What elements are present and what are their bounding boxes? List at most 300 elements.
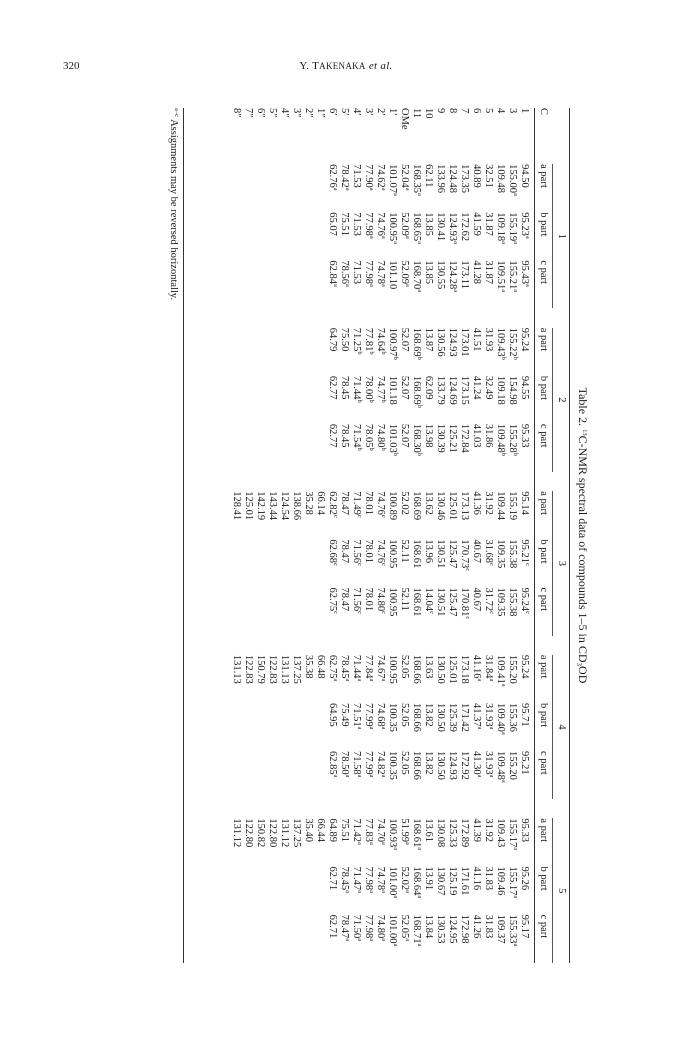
shift-value: 71.53 (351, 260, 362, 284)
group-gap (338, 636, 350, 655)
shift-value: 77.99$^a$ (363, 751, 375, 778)
shift-value (302, 539, 314, 587)
shift-value (266, 424, 278, 472)
shift-value: 71.51$^a$ (351, 702, 363, 730)
shift-value: 62.82$^c$ (327, 491, 339, 518)
running-head (0, 60, 692, 72)
shift-value: 32.49 (483, 375, 494, 400)
subcol-header: b part (538, 702, 549, 728)
shift-value (254, 587, 266, 635)
carbon-label: 4 (495, 108, 506, 114)
group-gap (482, 472, 494, 491)
shift-value (242, 424, 254, 472)
shift-value (314, 703, 326, 751)
group-gap (506, 636, 518, 655)
shift-value: 77.81$^b$ (363, 327, 375, 355)
shift-value (242, 164, 254, 212)
group-header-row (553, 108, 570, 963)
group-gap (422, 636, 434, 655)
table-row (470, 108, 482, 963)
group-gap (314, 799, 326, 818)
shift-value (254, 212, 266, 260)
shift-value (290, 212, 302, 260)
footnote-text: Assignments may be reversed horizontally. (168, 119, 179, 301)
shift-value: 95.24 (519, 327, 530, 352)
group-gap (482, 308, 494, 327)
subcol-header: b part (538, 375, 549, 401)
shift-value: 95.14 (519, 491, 530, 515)
group-gap (535, 472, 553, 491)
shift-value (242, 867, 254, 915)
shift-value: 75.51 (339, 212, 350, 236)
shift-value (314, 751, 326, 799)
shift-value: 41.39 (471, 818, 482, 843)
shift-value: 173.13 (459, 491, 470, 521)
group-gap (242, 636, 254, 655)
shift-value: 130.50 (435, 654, 446, 684)
group-gap (434, 636, 446, 655)
subcol-header: b part (538, 212, 549, 237)
subcol-header: a part (538, 164, 549, 188)
shift-value: 109.37 (495, 914, 506, 944)
group-gap (386, 472, 398, 491)
shift-value: 173.35 (459, 164, 470, 194)
shift-value: 75.51 (339, 818, 350, 843)
group-gap (410, 472, 422, 491)
shift-value: 62.77 (327, 423, 338, 448)
shift-value: 173.01 (459, 327, 470, 357)
shift-value: 35.40 (303, 818, 314, 843)
shift-value: 137.25 (291, 654, 302, 684)
shift-value: 31.87 (483, 260, 494, 284)
shift-value: 62.76$^a$ (327, 164, 339, 191)
shift-value: 71.44$^a$ (351, 654, 363, 682)
caption-sup: 13 (581, 429, 588, 436)
shift-value: 62.68$^c$ (327, 539, 339, 566)
shift-value: 71.56$^c$ (351, 539, 363, 566)
subcol-header: c part (538, 751, 549, 775)
group-gap (434, 472, 446, 491)
shift-value (314, 212, 326, 260)
shift-value: 31.93$^a$ (483, 751, 495, 778)
shift-value: 64.79 (327, 327, 338, 352)
shift-value (242, 703, 254, 751)
shift-value: 13.96 (423, 539, 434, 563)
shift-value: 78.05$^b$ (363, 423, 375, 451)
page-number: 320 (63, 60, 80, 72)
carbon-label: 8″ (231, 108, 242, 118)
group-gap (470, 472, 482, 491)
group-gap (458, 636, 470, 655)
shift-value: 168.30$^b$ (411, 423, 423, 457)
shift-value: 131.13 (231, 654, 242, 684)
shift-value: 78.45$^a$ (339, 866, 351, 894)
subcol-header: c part (538, 423, 549, 448)
group-gap (494, 308, 506, 327)
shift-value: 74.68$^a$ (375, 702, 387, 730)
group-gap (350, 636, 362, 655)
running-head-author-caps: AKENAKA (319, 61, 366, 71)
shift-value (254, 164, 266, 212)
shift-value: 31.83 (483, 914, 494, 939)
shift-value: 109.41$^a$ (495, 654, 507, 687)
carbon-label: 7 (459, 108, 470, 114)
shift-value: 74.78$^a$ (375, 866, 387, 894)
shift-value: 52.07 (399, 375, 410, 400)
shift-value (278, 867, 290, 915)
shift-value: 41.37$^a$ (471, 702, 483, 730)
group-gap (278, 799, 290, 818)
shift-value: 109.51$^a$ (495, 260, 507, 293)
shift-value (266, 539, 278, 587)
shift-value: 95.71 (519, 702, 530, 727)
shift-value: 95.24 (519, 654, 530, 679)
carbon-label: 3′ (363, 108, 374, 116)
shift-value: 71.44$^b$ (351, 375, 363, 403)
shift-value (314, 539, 326, 587)
shift-value: 124.48 (447, 164, 458, 194)
shift-value: 74.62$^a$ (375, 164, 387, 191)
shift-value: 168.70$^a$ (411, 260, 423, 293)
shift-value: 131.13 (279, 654, 290, 684)
shift-value: 171.61 (459, 866, 470, 896)
shift-value: 155.38 (507, 587, 518, 617)
shift-value (278, 260, 290, 308)
group-header: 3 (553, 491, 570, 635)
shift-value: 41.51 (471, 327, 482, 352)
shift-value (230, 915, 242, 963)
group-gap (386, 308, 398, 327)
shift-value (266, 587, 278, 635)
group-gap (374, 472, 386, 491)
shift-value: 172.98 (459, 914, 470, 944)
carbon-label: 11 (411, 108, 422, 119)
shift-value (314, 376, 326, 424)
shift-value: 125.39 (447, 702, 458, 732)
group-gap (254, 308, 266, 327)
shift-value: 128.41 (231, 491, 242, 521)
shift-value: 77.98$^a$ (363, 212, 375, 239)
shift-value (230, 164, 242, 212)
group-gap (350, 308, 362, 327)
rotated-table-block (160, 93, 596, 978)
shift-value: 125.01 (447, 491, 458, 521)
shift-value (314, 587, 326, 635)
shift-value: 109.48$^b$ (495, 423, 507, 457)
shift-value: 100.35 (387, 702, 398, 732)
shift-value: 65.07 (327, 212, 338, 236)
shift-value (242, 539, 254, 587)
shift-value: 41.36 (471, 491, 482, 515)
shift-value: 41.03 (471, 423, 482, 448)
group-gap (398, 636, 410, 655)
shift-value (266, 376, 278, 424)
group-gap (386, 799, 398, 818)
group-gap (446, 308, 458, 327)
shift-value: 124.95 (447, 914, 458, 944)
carbon-label: 6 (471, 108, 482, 114)
shift-value: 41.24 (471, 375, 482, 400)
group-gap (338, 308, 350, 327)
shift-value: 78.47 (339, 587, 350, 612)
shift-value: 40.89 (471, 164, 482, 188)
shift-value: 155.33$^a$ (507, 914, 519, 947)
table-row (326, 108, 338, 963)
shift-value: 130.56 (435, 327, 446, 357)
shift-value (314, 867, 326, 915)
caption-prefix: Table 2. (576, 387, 590, 430)
group-gap (535, 308, 553, 327)
table-row (350, 108, 362, 963)
group-gap (314, 636, 326, 655)
shift-value: 66.48 (315, 654, 326, 679)
shift-value: 78.47 (339, 491, 350, 515)
shift-value: 74.70$^a$ (375, 818, 387, 845)
group-gap (506, 472, 518, 491)
group-gap (242, 799, 254, 818)
subcol-header: a part (538, 818, 549, 843)
shift-value (230, 424, 242, 472)
shift-value: 122.80 (267, 818, 278, 848)
shift-value: 170.81$^c$ (459, 587, 471, 620)
group-gap (410, 308, 422, 327)
shift-value: 168.66 (411, 751, 422, 780)
group-gap (446, 636, 458, 655)
shift-value: 130.53 (435, 914, 446, 944)
shift-value: 52.05 (399, 751, 410, 775)
group-gap (458, 799, 470, 818)
shift-value: 74.80$^b$ (375, 423, 387, 451)
shift-value: 78.50$^a$ (339, 751, 351, 778)
shift-value (230, 376, 242, 424)
shift-value: 168.66 (411, 654, 422, 684)
shift-value (242, 376, 254, 424)
table-row (494, 108, 506, 963)
shift-value (278, 376, 290, 424)
shift-value: 74.76$^a$ (375, 212, 387, 239)
shift-value: 66.44 (315, 818, 326, 843)
group-gap (398, 472, 410, 491)
shift-value: 52.09$^a$ (399, 260, 411, 287)
shift-value: 41.16 (471, 866, 482, 891)
carbon-label: 8 (447, 108, 458, 114)
shift-value: 131.12 (231, 818, 242, 848)
shift-value: 138.66 (291, 491, 302, 521)
carbon-label: 2″ (303, 108, 314, 118)
group-gap (290, 799, 302, 818)
group-gap (254, 636, 266, 655)
group-gap (410, 636, 422, 655)
shift-value: 40.67 (471, 539, 482, 563)
group-gap (518, 799, 535, 818)
group-gap (518, 308, 535, 327)
carbon-label: 3 (507, 108, 518, 114)
shift-value (266, 915, 278, 963)
group-gap (350, 799, 362, 818)
shift-value: 77.98$^a$ (363, 914, 375, 942)
group-gap (446, 472, 458, 491)
shift-value (254, 260, 266, 308)
shift-value (266, 260, 278, 308)
carbon-label: 10 (423, 108, 434, 119)
shift-value: 52.05 (399, 654, 410, 679)
shift-value: 155.19 (507, 491, 518, 521)
shift-value (254, 328, 266, 376)
shift-value: 74.78$^a$ (375, 260, 387, 287)
shift-value: 124.93 (447, 327, 458, 357)
shift-value: 13.85 (423, 212, 434, 236)
corner-empty (553, 108, 570, 164)
shift-value: 31.93 (483, 327, 494, 352)
group-gap (518, 472, 535, 491)
shift-value: 74.67$^a$ (375, 654, 387, 682)
shift-value: 122.80 (243, 818, 254, 848)
shift-value: 168.65$^a$ (411, 212, 423, 245)
shift-value: 71.49$^c$ (351, 491, 363, 518)
running-head-et-al: et al. (368, 60, 393, 72)
shift-value: 130.67 (435, 866, 446, 896)
shift-value (242, 587, 254, 635)
table-row (518, 108, 535, 963)
group-gap (314, 472, 326, 491)
group-gap (290, 636, 302, 655)
shift-value: 94.50 (519, 164, 530, 188)
shift-value: 77.98$^a$ (363, 260, 375, 287)
shift-value: 155.38 (507, 539, 518, 569)
shift-value: 74.77$^b$ (375, 375, 387, 403)
shift-value: 124.93$^a$ (447, 212, 459, 245)
shift-value (302, 424, 314, 472)
shift-value: 41.28 (471, 260, 482, 284)
shift-value: 168.61$^a$ (411, 818, 423, 851)
shift-value: 168.61 (411, 539, 422, 569)
shift-value (290, 376, 302, 424)
shift-value: 109.46 (495, 866, 506, 896)
shift-value: 78.01 (363, 587, 374, 612)
shift-value: 74.82$^a$ (375, 751, 387, 778)
shift-value: 130.50 (435, 751, 446, 780)
shift-value: 155.22$^b$ (507, 327, 519, 360)
shift-value: 155.20 (507, 654, 518, 684)
carbon-label: 3″ (291, 108, 302, 118)
group-header: 4 (553, 655, 570, 799)
group-gap (494, 799, 506, 818)
shift-value: 14.04$^c$ (423, 587, 435, 614)
shift-value: 101.00$^a$ (387, 866, 399, 899)
shift-value (290, 915, 302, 963)
shift-value: 101.00$^a$ (387, 914, 399, 947)
shift-value (254, 867, 266, 915)
shift-value: 71.56$^c$ (351, 587, 363, 614)
shift-value (302, 164, 314, 212)
shift-value: 13.85 (423, 260, 434, 284)
table-row (386, 108, 398, 963)
table-row (482, 108, 494, 963)
shift-value (242, 915, 254, 963)
group-gap (482, 799, 494, 818)
shift-value: 155.00$^a$ (507, 164, 519, 196)
shift-value: 35.28 (303, 491, 314, 515)
shift-value: 75.50 (339, 327, 350, 352)
shift-value (254, 424, 266, 472)
carbon-label: 1 (519, 108, 530, 114)
shift-value: 62.09 (423, 375, 434, 400)
shift-value: 95.26 (519, 866, 530, 891)
shift-value: 173.15 (459, 375, 470, 405)
shift-value: 64.89 (327, 818, 338, 843)
shift-value (242, 260, 254, 308)
group-gap (398, 308, 410, 327)
shift-value (278, 915, 290, 963)
shift-value (302, 260, 314, 308)
shift-value: 13.82 (423, 751, 434, 775)
table-row (374, 108, 386, 963)
shift-value: 130.50 (435, 702, 446, 732)
shift-value: 31.93$^a$ (483, 702, 495, 730)
shift-value: 130.39 (435, 423, 446, 453)
shift-value: 155.17$^a$ (507, 818, 519, 851)
shift-value (314, 424, 326, 472)
shift-value: 155.19$^a$ (507, 212, 519, 245)
shift-value: 95.21$^c$ (519, 539, 531, 566)
shift-value (290, 164, 302, 212)
shift-value (278, 164, 290, 212)
group-gap (326, 636, 338, 655)
table-row (506, 108, 518, 963)
shift-value: 77.90$^a$ (363, 164, 375, 191)
shift-value: 173.11 (459, 260, 470, 289)
shift-value: 168.69 (411, 491, 422, 521)
shift-value: 41.16$^a$ (471, 654, 483, 682)
table-row (302, 108, 314, 963)
shift-value: 13.98 (423, 423, 434, 448)
subcol-header: c part (538, 587, 549, 612)
carbon-label: 1′ (387, 108, 398, 116)
shift-value (230, 328, 242, 376)
shift-value: 130.51 (435, 587, 446, 617)
shift-value: 31.86 (483, 423, 494, 448)
shift-value (302, 587, 314, 635)
group-gap (470, 636, 482, 655)
group-gap (326, 308, 338, 327)
group-gap (302, 472, 314, 491)
group-gap (422, 799, 434, 818)
shift-value: 78.45 (339, 423, 350, 448)
shift-value: 150.79 (255, 654, 266, 684)
shift-value: 173.18 (459, 654, 470, 684)
shift-value (242, 751, 254, 799)
carbon-label: 9 (435, 108, 446, 114)
shift-value: 62.75$^a$ (327, 654, 339, 682)
shift-value (266, 328, 278, 376)
group-gap (374, 636, 386, 655)
shift-value (314, 915, 326, 963)
subcol-header: a part (538, 327, 549, 352)
shift-value: 74.64$^b$ (375, 327, 387, 355)
shift-value: 31.84$^a$ (483, 654, 495, 682)
shift-value: 71.58$^a$ (351, 751, 363, 778)
shift-value: 77.84$^a$ (363, 654, 375, 682)
shift-value: 122.83 (267, 654, 278, 684)
shift-value: 52.02$^a$ (399, 866, 411, 894)
group-header: 1 (553, 164, 570, 308)
shift-value: 171.42 (459, 702, 470, 732)
shift-value: 13.63 (423, 654, 434, 679)
shift-value: 74.80$^c$ (375, 587, 387, 614)
group-gap (230, 799, 242, 818)
shift-value: 94.55 (519, 375, 530, 400)
shift-value: 101.03$^b$ (387, 423, 399, 457)
